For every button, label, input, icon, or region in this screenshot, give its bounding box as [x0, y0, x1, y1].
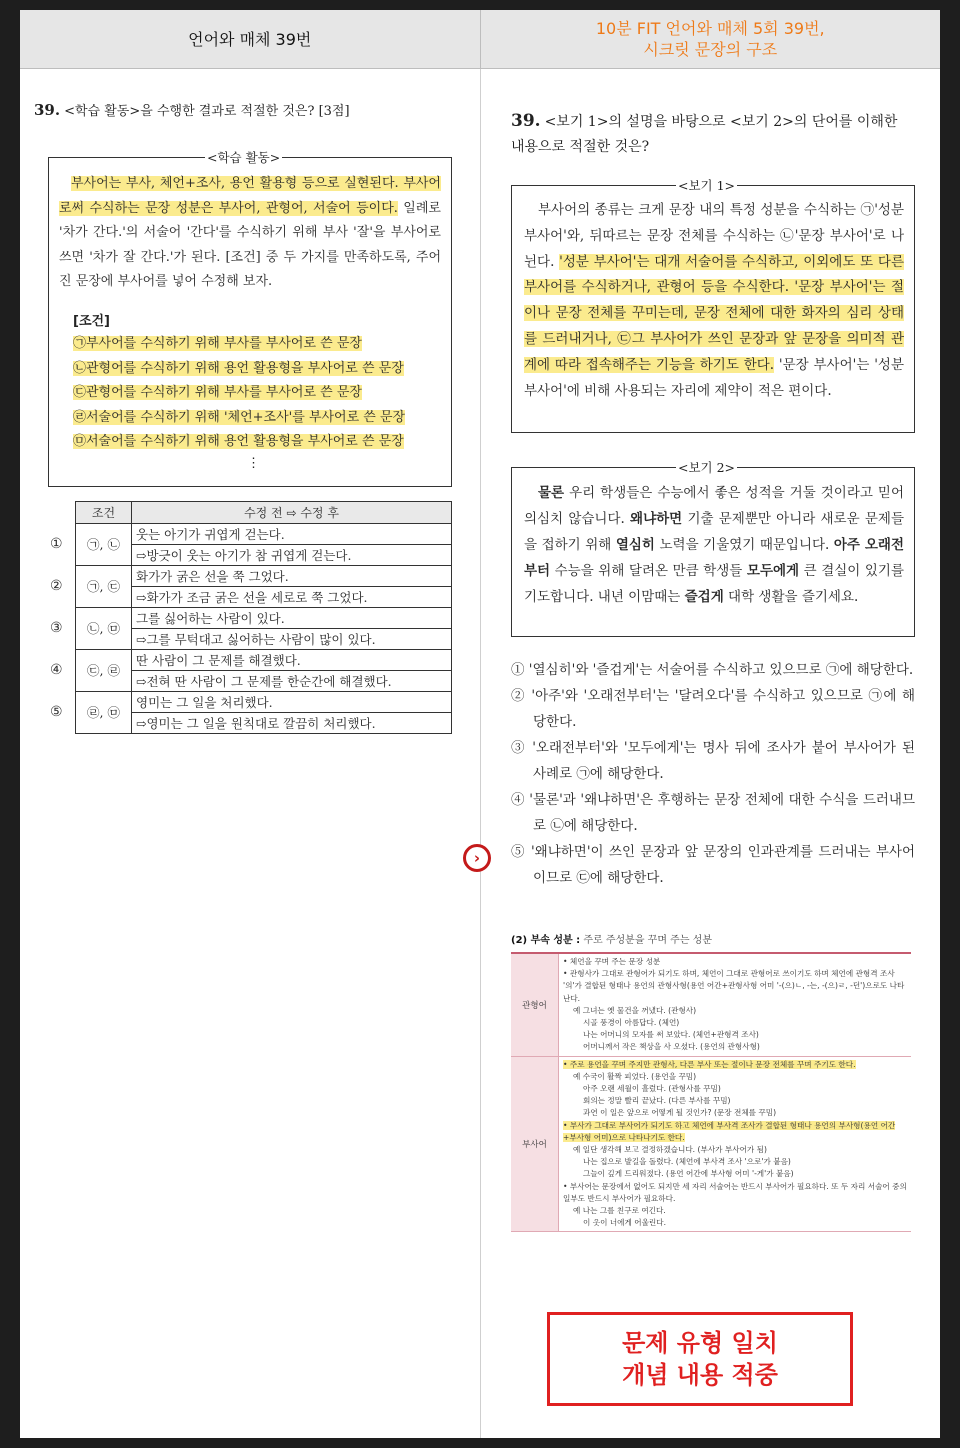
table-row [76, 608, 452, 629]
arrow-right-icon [463, 844, 491, 872]
table-header-change: 수정 전 ⇨ 수정 후 [132, 502, 452, 524]
conditions-ellipsis: ⋮ [247, 456, 260, 471]
left-question-title [34, 99, 350, 123]
learning-activity-highlight: 부사어는 부사, 체언+조사, 용언 활용형 등으로 실현된다. 부사어로써 수식하는 문장 성분은 부사어, 관형어, 서술어 등이다. [59, 176, 441, 216]
reference-line: • 관형사가 그대로 관형어가 되기도 하며, 체언이 그대로 관형어로 쓰이기도 하며 체언에 관형격 조사 '의'가 결합된 형태나 용언의 관형사형(용언 어간+관형사형 어미 '-(으)ㄴ, -는, -(으)ㄹ, -던')으로도 나타난다. [563, 969, 905, 1003]
reference-title-desc: 주로 주성분을 꾸며 주는 성분 [580, 935, 713, 946]
reference-line: • 부사어는 문장에서 없어도 되지만 세 자리 서술어는 반드시 부사어가 필요하다. 또 두 자리 서술어 중의 일부도 반드시 부사어가 필요하다. [563, 1181, 907, 1203]
table-cell-after: ⇨방긋이 웃는 아기가 참 귀엽게 걷는다. [132, 545, 452, 566]
choice-number: ④ [50, 662, 63, 678]
arrow-glyph: › [473, 848, 481, 867]
left-question-number: 39. [34, 101, 61, 119]
table-row [76, 692, 452, 713]
reference-row-adnominal [511, 954, 911, 1057]
example2-segment: 기출 문제뿐만 아니라 새로운 문제들을 접하기 위해 [524, 511, 904, 553]
example1-highlight: '성분 부사어'는 대개 서술어를 수식하고, 이외에도 또 다른 부사어를 수식하거나, 관형어 등을 수식한다. '문장 부사어'는 절이나 문장 전체를 꾸미는데, 문장 전체에 대한 화자의 심리 상태를 드러내거나, ㉢그 부사어가 쓰인 문장과 앞 문장을 의미적 관계에 따라 접속해주는 기능을 하기도 한다. [524, 253, 904, 373]
match-stamp [547, 1312, 853, 1406]
reference-head-adnominal: 관형어 [511, 954, 559, 1056]
example2-segment: 대학 생활을 즐기세요. [723, 589, 859, 605]
learning-activity-rest: 일례로 '차가 간다.'의 서술어 '간다'를 수식하기 위해 부사 '잘'을 부사어로 쓰면 '차가 잘 간다.'가 된다. [조건] 중 두 가지를 만족하도록, 주어진 문장에 부사어를 넣어 수정해 보자. [59, 200, 441, 289]
conditions-list [73, 332, 445, 455]
left-question-text: <학습 활동>을 수행한 결과로 적절한 것은? [3점] [64, 104, 350, 119]
condition-item: ㉠부사어를 수식하기 위해 부사를 부사어로 쓴 문장 [73, 336, 362, 351]
table-cell-condition: ㉠, ㉢ [76, 566, 132, 608]
table-cell-condition: ㉢, ㉣ [76, 650, 132, 692]
choices-list [511, 657, 915, 891]
header-right-line2: 시크릿 문장의 구조 [643, 40, 778, 59]
reference-row-adverbial [511, 1057, 911, 1233]
example2-segment: 수능을 위해 달려온 만큼 학생들 [550, 563, 747, 579]
table-cell-condition: ㉣, ㉤ [76, 692, 132, 734]
choice-number: ⑤ [50, 704, 63, 720]
example2-segment: 큰 결실이 있기를 기도합니다. 내년 이맘때는 [524, 563, 904, 605]
table-header-condition: 조건 [76, 502, 132, 524]
reference-line: 아주 오랜 세월이 흘렀다. (관형사를 꾸밈) [583, 1084, 721, 1094]
table-cell-condition: ㉠, ㉡ [76, 524, 132, 566]
table-cell-after: ⇨영미는 그 일을 원칙대로 깔끔히 처리했다. [132, 713, 452, 734]
reference-table [511, 952, 911, 1232]
condition-item: ㉣서술어를 수식하기 위해 '체언+조사'를 부사어로 쓴 문장 [73, 409, 406, 425]
table-row [76, 587, 452, 608]
condition-item: ㉤서술어를 수식하기 위해 용언 활용형을 부사어로 쓴 문장 [73, 434, 404, 449]
stamp-line1: 문제 유형 일치 [622, 1329, 778, 1357]
table-row [76, 566, 452, 587]
choice-number: ② [50, 578, 63, 594]
concept-reference [511, 931, 911, 1232]
table-cell-before: 그를 싫어하는 사람이 있다. [132, 608, 452, 629]
reference-line: 예 일단 생각해 보고 결정하겠습니다. (부사가 부사어가 됨) [573, 1145, 767, 1155]
column-divider [480, 69, 481, 1438]
table-cell-condition: ㉡, ㉤ [76, 608, 132, 650]
condition-item: ㉢관형어를 수식하기 위해 부사를 부사어로 쓴 문장 [73, 385, 362, 400]
right-question-number: 39. [511, 111, 541, 131]
reference-highlight: • 주로 용언을 꾸며 주지만 관형사, 다른 부사 또는 절이나 문장 전체를 꾸며 주기도 한다. [563, 1059, 856, 1069]
choice-item: ④ '물론'과 '왜냐하면'은 후행하는 문장 전체에 대한 수식을 드러내므로 ㉡에 해당한다. [511, 792, 915, 834]
condition-item: ㉡관형어를 수식하기 위해 용언 활용형을 부사어로 쓴 문장 [73, 360, 404, 376]
stamp-line2: 개념 내용 적중 [622, 1361, 778, 1389]
choice-item: ③ '오래전부터'와 '모두에게'는 명사 뒤에 조사가 붙어 부사어가 된 사례로 ㉠에 해당한다. [511, 740, 915, 782]
table-cell-after: ⇨화가가 조금 굵은 선을 세로로 쭉 그었다. [132, 587, 452, 608]
example2-text [524, 480, 904, 610]
learning-activity-text [59, 172, 441, 295]
table-row [76, 545, 452, 566]
table-row [76, 713, 452, 734]
example2-label: <보기 2> [678, 460, 736, 475]
example1-box [511, 178, 915, 433]
reference-line: 과연 이 일은 앞으로 어떻게 될 것인가? (문장 전체를 꾸밈) [583, 1108, 777, 1118]
learning-activity-label: <학습 활동> [207, 150, 281, 165]
reference-body-adnominal [559, 954, 911, 1056]
reference-head-adverbial: 부사어 [511, 1057, 559, 1232]
example2-segment: 우리 학생들은 수능에서 좋은 성적을 거둘 것이라고 믿어 의심치 않습니다. [524, 485, 904, 527]
adverb-word: 열심히 [615, 537, 655, 553]
reference-line: 그늘이 깊게 드리워졌다. (용언 어간에 부사형 어미 '-게'가 붙음) [583, 1169, 794, 1179]
reference-line: • 체언을 꾸며 주는 문장 성분 [563, 957, 661, 966]
learning-activity-box [48, 150, 452, 487]
adverb-word: 물론 [538, 485, 565, 501]
reference-line: 예 그녀는 옛 물건을 꺼냈다. (관형사) [573, 1005, 697, 1015]
example1-label: <보기 1> [678, 178, 736, 193]
table-cell-after: ⇨그를 무턱대고 싫어하는 사람이 많이 있다. [132, 629, 452, 650]
reference-line: 회의는 정말 빨리 끝났다. (다른 부사를 꾸밈) [583, 1096, 731, 1106]
reference-title [511, 931, 911, 946]
table-cell-before: 영미는 그 일을 처리했다. [132, 692, 452, 713]
header-bar [20, 10, 940, 69]
conditions-title: [조건] [73, 314, 110, 329]
reference-line: 이 옷이 너에게 어울린다. [583, 1218, 667, 1228]
header-right-title [481, 10, 941, 68]
table-cell-before: 화가가 굵은 선을 쭉 그었다. [132, 566, 452, 587]
table-row [76, 650, 452, 671]
example1-part-a: 부사어의 종류는 크게 문장 내의 특정 성분을 수식하는 ㉠'성분 부사어'와, 뒤따르는 문장 전체를 수식하는 ㉡'문장 부사어'로 나뉜다. [524, 202, 904, 270]
reference-line: 어머니께서 작은 책상을 사 오셨다. (용언의 관형사형) [583, 1042, 760, 1052]
reference-title-label: (2) 부속 성분 : [511, 935, 581, 946]
header-right-line1: 10분 FIT 언어와 매체 5회 39번, [595, 19, 825, 38]
header-left-text: 언어와 매체 39번 [188, 29, 312, 49]
choice-number: ① [50, 536, 63, 552]
table-cell-before: 딴 사람이 그 문제를 해결했다. [132, 650, 452, 671]
adverb-word: 왜냐하면 [630, 511, 683, 527]
reference-line: 예 나는 그를 친구로 여긴다. [573, 1206, 666, 1216]
adverb-word: 모두에게 [746, 563, 800, 579]
example1-part-b: '문장 부사어'는 '성분 부사어'에 비해 사용되는 자리에 제약이 적은 편이다. [524, 356, 904, 399]
choice-item: ② '아주'와 '오래전부터'는 '달려오다'를 수식하고 있으므로 ㉠에 해당한다. [511, 688, 915, 730]
right-question-text: <보기 1>의 설명을 바탕으로 <보기 2>의 단어를 이해한 내용으로 적절한 것은? [511, 114, 898, 155]
adverb-word: 즐겁게 [684, 589, 724, 605]
example2-box [511, 460, 915, 637]
table-cell-before: 웃는 아기가 귀엽게 걷는다. [132, 524, 452, 545]
reference-line: 예 수국이 활짝 피었다. (용언을 꾸밈) [573, 1071, 697, 1081]
page-frame [20, 10, 940, 1438]
example2-segment: 노력을 기울였기 때문입니다. [654, 537, 834, 553]
choice-item: ① '열심히'와 '즐겁게'는 서술어를 수식하고 있으므로 ㉠에 해당한다. [511, 662, 914, 678]
answer-table [75, 501, 452, 734]
table-row [76, 629, 452, 650]
right-question-title [511, 109, 915, 160]
choice-item: ⑤ '왜냐하면'이 쓰인 문장과 앞 문장의 인과관계를 드러내는 부사어이므로 ㉢에 해당한다. [511, 844, 915, 886]
reference-body-adverbial [559, 1057, 911, 1232]
reference-highlight: • 부사가 그대로 부사어가 되기도 하고 체언에 부사격 조사가 결합된 형태나 용언의 부사형(용언 어간+부사형 어미)으로 나타나기도 한다. [563, 1120, 896, 1142]
table-row [76, 524, 452, 545]
reference-line: 나는 집으로 발길을 돌렸다. (체언에 부사격 조사 '으로'가 붙음) [583, 1157, 791, 1167]
header-left-title [20, 10, 481, 68]
table-cell-after: ⇨전혀 딴 사람이 그 문제를 한순간에 해결했다. [132, 671, 452, 692]
choice-number: ③ [50, 620, 63, 636]
table-row [76, 671, 452, 692]
reference-line: 나는 어머니의 모자를 써 보았다. (체언+관형격 조사) [583, 1030, 759, 1040]
reference-line: 시골 풍경이 아름답다. (체언) [583, 1018, 680, 1028]
example1-text [524, 198, 904, 404]
adverb-word: 아주 오래전부터 [524, 537, 905, 579]
